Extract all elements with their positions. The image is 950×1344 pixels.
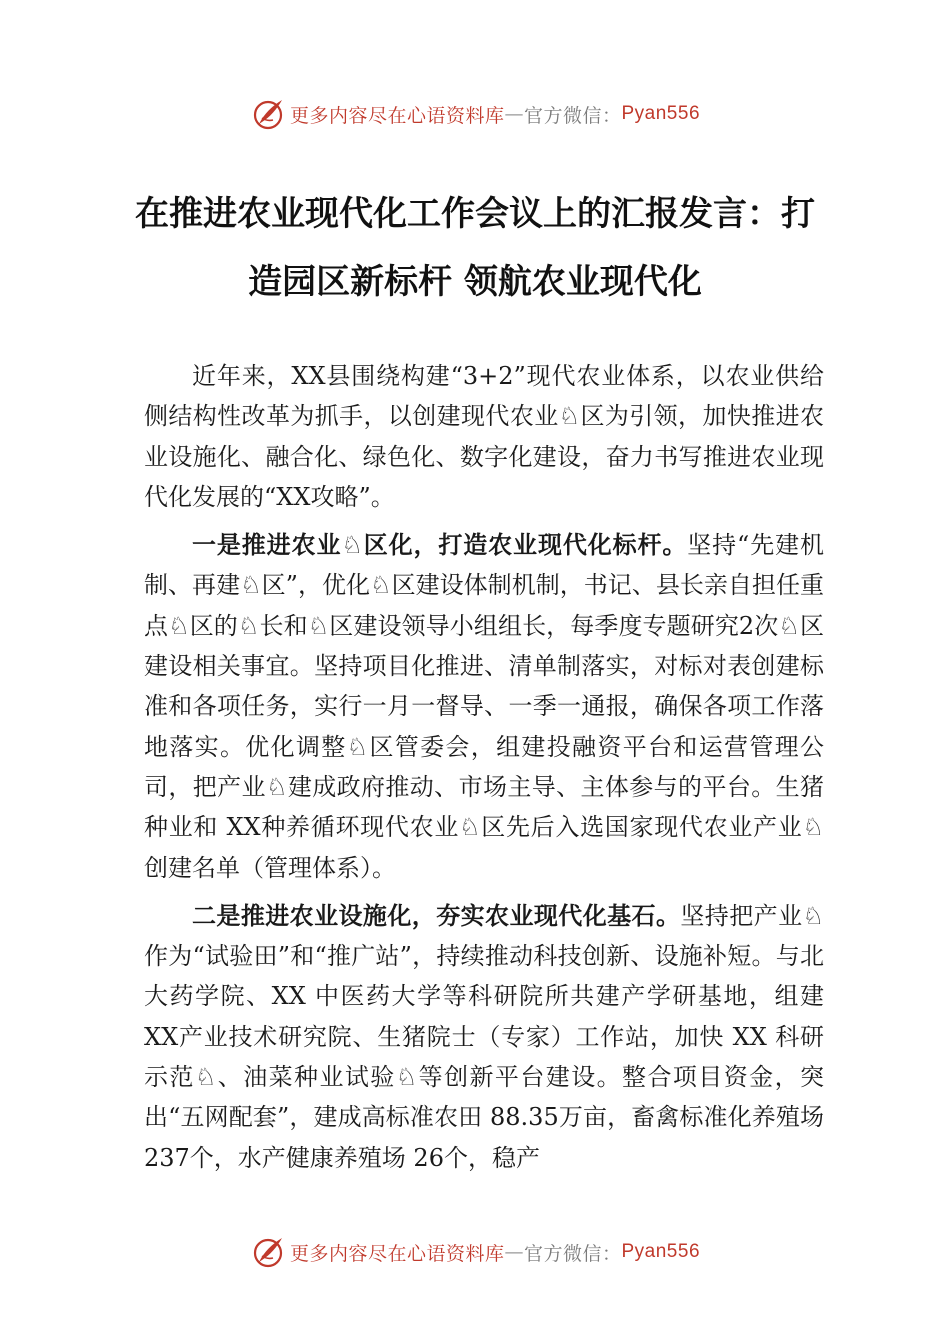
paragraph-text: 近年来，XX县围绕构建“3+2”现代农业体系，以农业供给侧结构性改革为抓手，以创建现代农业♘区为引领，加快推进农业设施化、融合化、绿色化、数字化建设，奋力书写推进农业现代化发展的“XX攻略”。 xyxy=(144,362,824,511)
quill-leaf-logo-icon xyxy=(250,1234,286,1270)
banner-wechat-id: Pyan556 xyxy=(621,1241,701,1262)
paragraph-lead: 一是推进农业♘区化，打造农业现代化标杆。 xyxy=(192,531,688,560)
paragraph xyxy=(144,525,824,888)
document-title: 在推进农业现代化工作会议上的汇报发言：打造园区新标杆 领航农业现代化 xyxy=(135,194,815,302)
banner-wechat-id: Pyan556 xyxy=(621,103,701,124)
paragraph xyxy=(144,896,824,1178)
banner-wechat-label: 官方微信： xyxy=(523,104,622,127)
footer-watermark-banner xyxy=(0,1232,950,1272)
banner-main-text: 更多内容尽在心语资料库 xyxy=(289,1242,505,1265)
paragraph-lead: 二是推进农业设施化，夯实农业现代化基石。 xyxy=(192,901,681,930)
banner-dash: — xyxy=(504,103,524,125)
paragraph-text: 坚持“先建机制、再建♘区”，优化♘区建设体制机制，书记、县长亲自担任重点♘区的♘长和♘区建设领导小组组长，每季度专题研究2次♘区建设相关事宜。坚持项目化推进、清单制落实，对标对表创建标准和各项任务，实行一月一督导、一季一通报，确保各项工作落地落实。优化调整♘区管委会，组建投融资平台和运营管理公司，把产业♘建成政府推动、市场主导、主体参与的平台。生猪种业和 XX种养循环现代农业♘区先后入选国家现代农业产业♘创建名单（管理体系）。 xyxy=(144,531,824,882)
banner-dash: — xyxy=(504,1241,524,1263)
paragraph-text: 坚持把产业♘作为“试验田”和“推广站”，持续推动科技创新、设施补短。与北大药学院、XX 中医药大学等科研院所共建产学研基地，组建 XX产业技术研究院、生猪院士（专家）工作站，加快 XX 科研示范♘、油菜种业试验♘等创新平台建设。整合项目资金，突出“五网配套”，建成高标准农田 88.35万亩，畜禽标准化养殖场 237个，水产健康养殖场 26个，稳产 xyxy=(144,901,825,1172)
header-watermark-banner xyxy=(0,94,950,134)
banner-main-text: 更多内容尽在心语资料库 xyxy=(289,104,505,127)
quill-leaf-logo-icon xyxy=(250,96,286,132)
banner-wechat-label: 官方微信： xyxy=(523,1242,622,1265)
document-body xyxy=(144,356,824,1186)
paragraph xyxy=(144,356,824,517)
